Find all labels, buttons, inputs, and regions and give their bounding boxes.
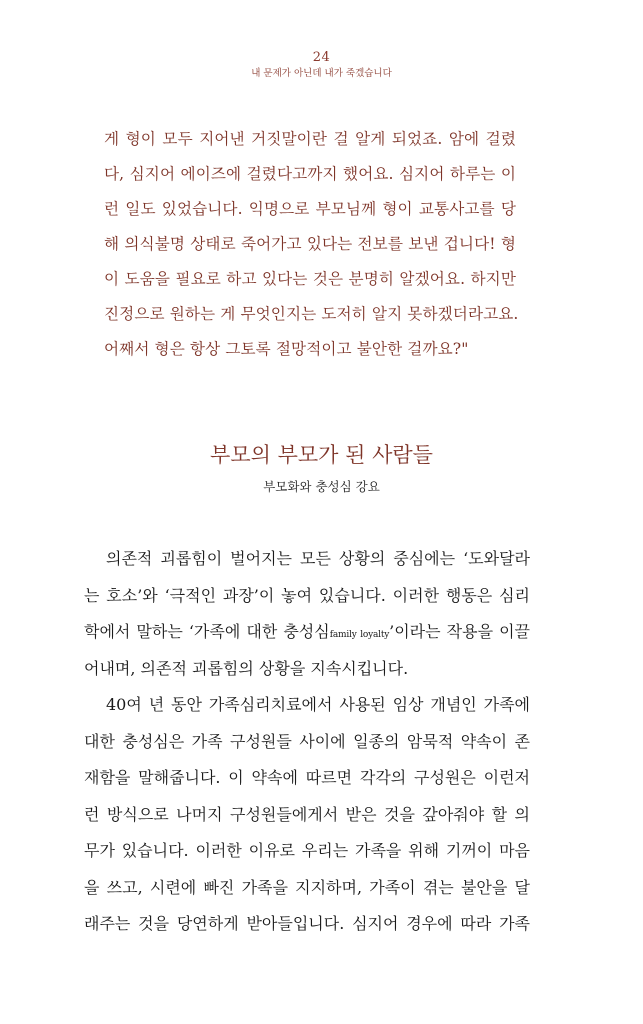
body-line — [84, 614, 530, 651]
quote-line: 런 일도 있었습니다. 익명으로 부모님께 형이 교통사고를 당 — [104, 200, 516, 218]
body-paragraph — [84, 541, 530, 943]
body-line: 40여 년 동안 가족심리치료에서 사용된 임상 개념인 가족에 — [106, 695, 530, 714]
body-line: 는 호소’와 ‘극적인 과장’이 놓여 있습니다. 이러한 행동은 심리 — [84, 585, 530, 605]
quote-paragraph — [104, 122, 519, 367]
body-line: 무가 있습니다. 이러한 이유로 우리는 가족을 위해 기꺼이 마음 — [84, 841, 530, 860]
quote-line: 이 도움을 필요로 하고 있다는 것은 분명히 알겠어요. 하지만 — [104, 270, 516, 288]
quote-line: 진정으로 원하는 게 무엇인지는 도저히 알지 못하겠더라고요. — [104, 305, 519, 323]
quote-line: 어째서 형은 항상 그토록 절망적이고 불안한 걸까요?" — [104, 340, 469, 358]
section-subtitle: 부모화와 충성심 강요 — [263, 479, 380, 494]
quote-line: 게 형이 모두 지어낸 거짓말이란 걸 알게 되었죠. 암에 걸렸 — [104, 130, 516, 148]
quote-line: 해 의식불명 상태로 죽어가고 있다는 전보를 보낸 겁니다! 형 — [104, 235, 516, 253]
body-line-part: 학에서 말하는 ‘가족에 대한 충성심 — [84, 622, 330, 641]
section-title: 부모의 부모가 된 사람들 — [210, 443, 433, 467]
body-line: 을 쓰고, 시련에 빠진 가족을 지지하며, 가족이 겪는 불안을 달 — [84, 877, 530, 897]
body-line: 대한 충성심은 가족 구성원들 사이에 일종의 암묵적 약속이 존 — [84, 731, 530, 751]
body-line: 래주는 것을 당연하게 받아들입니다. 심지어 경우에 따라 가족 — [84, 914, 530, 933]
body-line: 어내며, 의존적 괴롭힘의 상황을 지속시킵니다. — [84, 658, 409, 678]
body-line: 재함을 말해줍니다. 이 약속에 따르면 각각의 구성원은 이런저 — [84, 768, 530, 787]
english-gloss: family loyalty — [329, 630, 390, 640]
page-number: 24 — [312, 50, 331, 65]
quote-line: 다, 심지어 에이즈에 걸렸다고까지 했어요. 심지어 하루는 이 — [104, 165, 516, 183]
body-line: 의존적 괴롭힘이 벌어지는 모든 상황의 중심에는 ‘도와달라 — [106, 549, 530, 568]
running-title: 내 문제가 아닌데 내가 죽겠습니다 — [251, 68, 392, 79]
body-line: 런 방식으로 나머지 구성원들에게서 받은 것을 갚아줘야 할 의 — [84, 804, 530, 824]
page-header — [0, 50, 643, 81]
body-line-part: ’이라는 작용을 이끌 — [389, 622, 530, 641]
